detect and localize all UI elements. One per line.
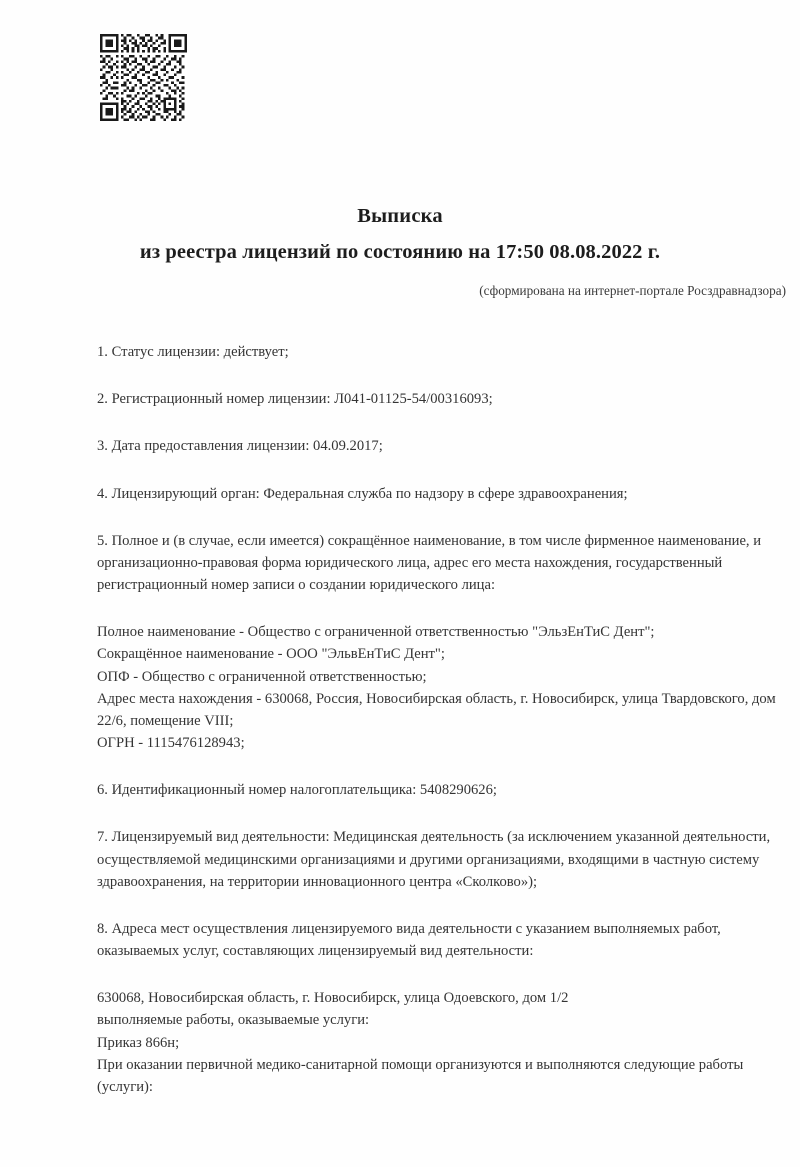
entity-details-block	[97, 621, 787, 754]
page-title: Выписка	[357, 205, 443, 227]
entity-full-name: Полное наименование - Общество с ограниченной ответственностью "ЭльзЕнТиС Дент";	[97, 624, 655, 641]
entity-ogrn: ОГРН - 1115476128943;	[97, 735, 245, 752]
item-3-issue-date: 3. Дата предоставления лицензии: 04.09.2017;	[97, 438, 383, 455]
entity-short-name: Сокращённое наименование - ООО "ЭльвЕнТиС Дент";	[97, 646, 445, 663]
item-8-activity-addresses-heading: 8. Адреса мест осуществления лицензируемого вида деятельности с указанием выполняемых работ, оказываемых услуг, составляющих лицензируемый вид деятельности:	[97, 920, 725, 960]
activity-address-line: 630068, Новосибирская область, г. Новосибирск, улица Одоевского, дом 1/2	[97, 990, 569, 1007]
item-4-licensing-authority: 4. Лицензирующий орган: Федеральная служба по надзору в сфере здравоохранения;	[97, 485, 628, 502]
formation-note: (сформирована на интернет-портале Росздравнадзора)	[479, 283, 786, 298]
item-5-entity-names-heading: 5. Полное и (в случае, если имеется) сокращённое наименование, в том числе фирменное наименование, и организационно-правовая форма юридического лица, адрес его места нахождения, государственный регистрационный номер записи о создании юридического лица:	[97, 532, 765, 594]
document-body	[97, 341, 787, 1123]
document-title-block	[0, 205, 800, 264]
entity-address: Адрес места нахождения - 630068, Россия, Новосибирская область, г. Новосибирск, улица Твардовского, дом 22/6, помещение VIII;	[97, 690, 780, 729]
order-reference: Приказ 866н;	[97, 1034, 180, 1051]
entity-legal-form: ОПФ - Общество с ограниченной ответственностью;	[97, 668, 427, 685]
activity-address-block	[97, 987, 787, 1098]
qr-code-icon	[100, 34, 187, 121]
item-2-registration-number: 2. Регистрационный номер лицензии: Л041-01125-54/00316093;	[97, 391, 493, 408]
works-services-header: выполняемые работы, оказываемые услуги:	[97, 1012, 370, 1029]
item-1-license-status: 1. Статус лицензии: действует;	[97, 344, 289, 360]
item-6-taxpayer-number: 6. Идентификационный номер налогоплательщика: 5408290626;	[97, 782, 497, 799]
page-subtitle-heading: из реестра лицензий по состоянию на 17:50 08.08.2022 г.	[139, 241, 661, 263]
services-intro: При оказании первичной медико-санитарной помощи организуются и выполняются следующие работы (услуги):	[97, 1056, 747, 1095]
item-7-licensed-activity: 7. Лицензируемый вид деятельности: Медицинская деятельность (за исключением указанной деятельности, осуществляемой медицинскими организациями и другими организациями, входящими в частную систему здравоохранения, на территории инновационного центра «Сколково»);	[97, 829, 774, 890]
